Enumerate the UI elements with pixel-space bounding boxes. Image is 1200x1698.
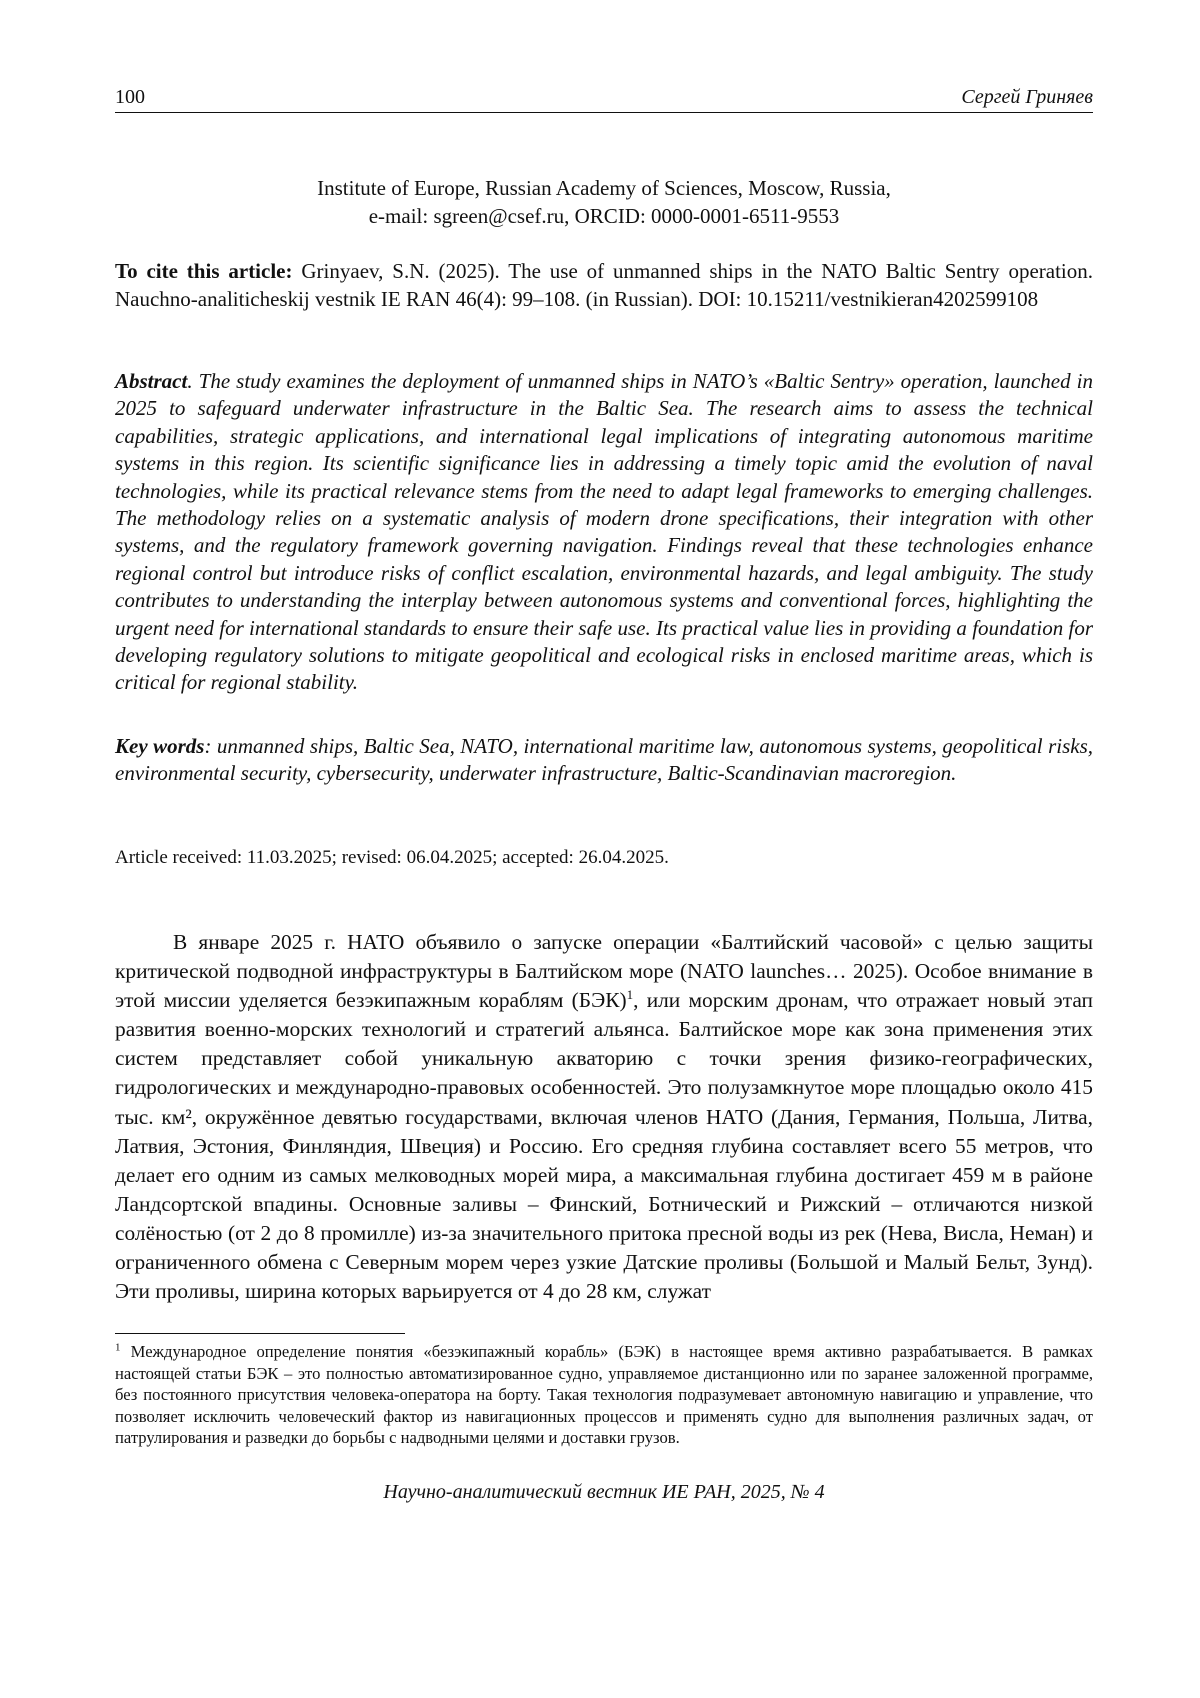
body-paragraph bbox=[115, 928, 1093, 1306]
footnote-text: Международное определение понятия «безэкипажный корабль» (БЭК) в настоящее время активно разрабатывается. В рамках настоящей статьи БЭК – это полностью автоматизированное судно, управляемое дистанционно или по заранее заложенной программе, без постоянного присутствия человека-оператора на борту. Такая технология подразумевает автономную навигацию и управление, что позволяет исключить человеческий фактор из навигационных процессов и применять судно для выполнения различных задач, от патрулирования и разведки до борьбы с надводными целями и доставки грузов. bbox=[115, 1342, 1093, 1447]
article-dates: Article received: 11.03.2025; revised: 06.04.2025; accepted: 26.04.2025. bbox=[115, 847, 669, 868]
running-author: Сергей Гриняев bbox=[961, 86, 1093, 108]
footnote bbox=[115, 1341, 1093, 1449]
page-number: 100 bbox=[115, 86, 145, 108]
affiliation-line: Institute of Europe, Russian Academy of Sciences, Moscow, Russia, bbox=[317, 176, 891, 200]
abstract-block bbox=[115, 368, 1093, 697]
abstract-label: Abstract bbox=[115, 369, 188, 393]
citation-block bbox=[115, 257, 1093, 313]
citation-text: Grinyaev, S.N. (2025). The use of unmanned ships in the NATO Baltic Sentry operation. Nauchno-analiticheskij vestnik IE RAN 46(4): 99–108. (in Russian). DOI: 10.15211/vestnikieran4202599108 bbox=[115, 259, 1093, 311]
keywords-text: : unmanned ships, Baltic Sea, NATO, international maritime law, autonomous systems, geopolitical risks, environmental security, cybersecurity, underwater infrastructure, Baltic-Scandinavian macroregion. bbox=[115, 734, 1094, 786]
author-affiliation bbox=[115, 174, 1093, 230]
citation-label: To cite this article: bbox=[115, 259, 293, 283]
contact-line: e-mail: sgreen@csef.ru, ORCID: 0000-0001-6511-9553 bbox=[368, 204, 840, 228]
body-text: В январе 2025 г. НАТО объявило о запуске операции «Балтийский часовой» с целью защиты критической подводной инфраструктуры в Балтийском море (NATO launches… 2025). Особое внимание в этой миссии уделяется безэкипажным кораблям (БЭК) bbox=[115, 930, 1093, 1013]
footnote-marker: 1 bbox=[115, 1341, 121, 1354]
running-header bbox=[115, 86, 1093, 113]
body-text: , или морским дронам, что отражает новый этап развития военно-морских технологий и стратегий альянса. Балтийское море как зона применения этих систем представляет собой уникальную акваторию с точки зрения физико-географических, гидрологических и международно-правовых особенностей. Это полузамкнутое море площадью около 415 тыс. км², окружённое девятью государствами, включая членов НАТО (Дания, Германия, Польша, Литва, Латвия, Эстония, Финляндия, Швеция) и Россию. Его средняя глубина составляет всего 55 метров, что делает его одним из самых мелководных морей мира, а максимальная глубина достигает 459 м в районе Ландсортской впадины. Основные заливы – Финский, Ботнический и Рижский – отличаются низкой солёностью (от 2 до 8 промилле) из-за значительного притока пресной воды из рек (Нева, Висла, Неман) и ограниченного обмена с Северным морем через узкие Датские проливы (Большой и Малый Бельт, Зунд). Эти проливы, ширина которых варьируется от 4 до 28 км, служат bbox=[115, 988, 1093, 1304]
abstract-text: . The study examines the deployment of unmanned ships in NATO’s «Baltic Sentry» operation, launched in 2025 to safeguard underwater infrastructure in the Baltic Sea. The research aims to assess the technical capabilities, strategic applications, and international legal implications of integrating autonomous maritime systems in this region. Its scientific significance lies in addressing a timely topic amid the evolution of naval technologies, while its practical relevance stems from the need to adapt legal frameworks to emerging challenges. The methodology relies on a systematic analysis of modern drone specifications, their integration with other systems, and the regulatory framework governing navigation. Findings reveal that these technologies enhance regional control but introduce risks of conflict escalation, environmental hazards, and legal ambiguity. The study contributes to understanding the interplay between autonomous systems and conventional forces, highlighting the urgent need for international standards to ensure their safe use. Its practical value lies in providing a foundation for developing regulatory solutions to mitigate geopolitical and ecological risks in enclosed maritime areas, which is critical for regional stability. bbox=[115, 369, 1093, 695]
footnote-divider bbox=[115, 1333, 405, 1334]
page bbox=[115, 0, 1093, 1698]
keywords-block bbox=[115, 733, 1093, 788]
keywords-label: Key words bbox=[115, 734, 205, 758]
footnote-reference: 1 bbox=[626, 987, 634, 1003]
journal-footer: Научно-аналитический вестник ИЕ РАН, 2025, № 4 bbox=[383, 1481, 825, 1503]
